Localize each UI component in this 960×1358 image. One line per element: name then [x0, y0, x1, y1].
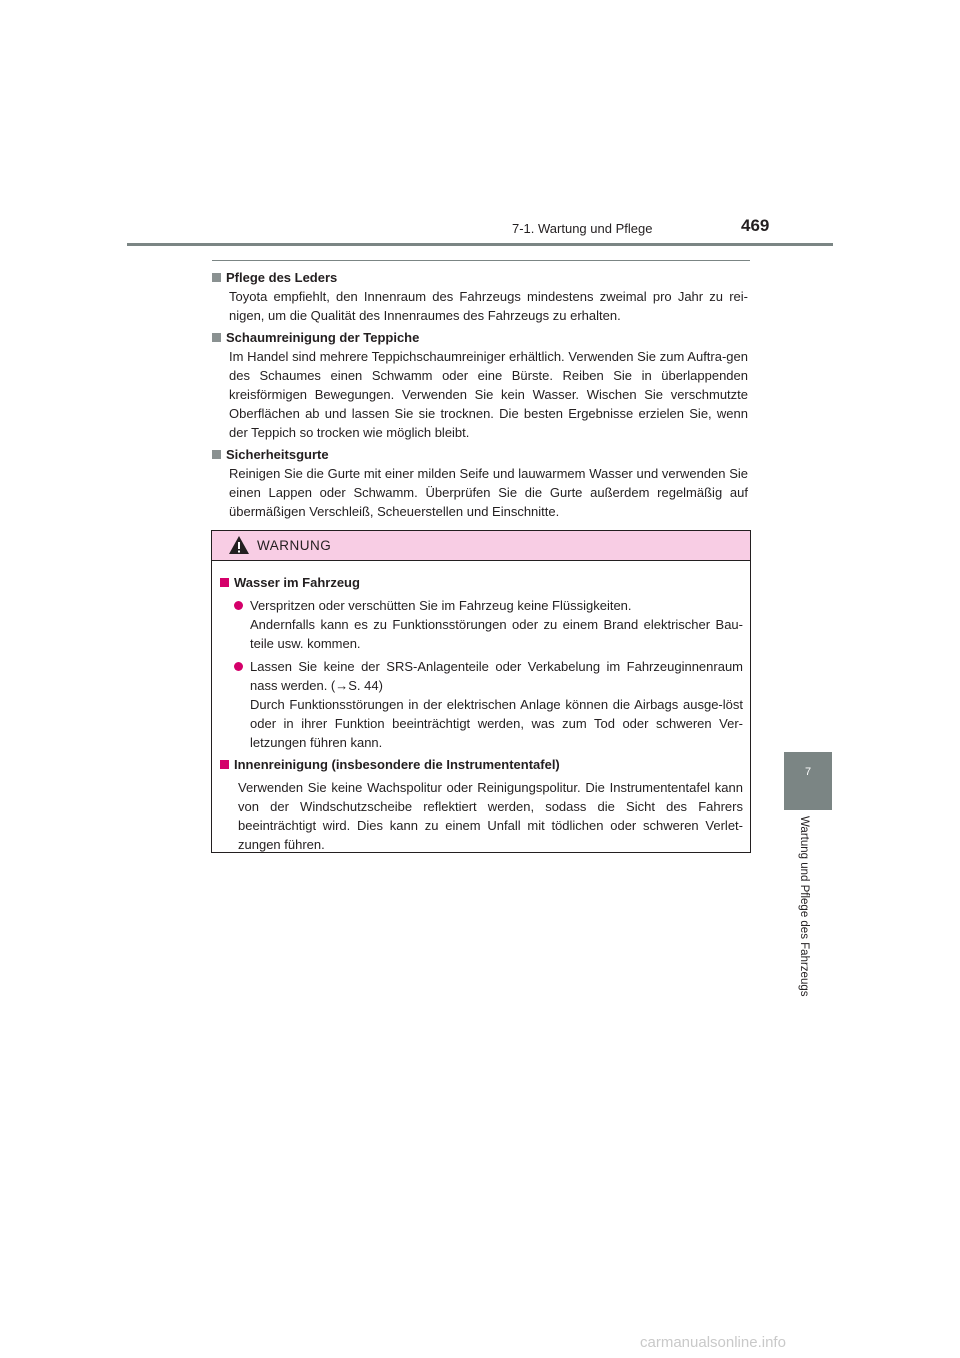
square-bullet-icon [212, 273, 221, 282]
section-title: Pflege des Leders [226, 270, 338, 285]
warning-box [211, 530, 751, 853]
warning-item-interior [220, 755, 743, 854]
square-bullet-icon [220, 578, 229, 587]
bullet-line: Lassen Sie keine der SRS-Anlagenteile oder Verkabelung im Fahrzeuginnenraum nass werden. (→S. 44) [250, 659, 743, 693]
section-body: Toyota empfiehlt, den Innenraum des Fahrzeugs mindestens zweimal pro Jahr zu rei-nigen, um die Qualität des Innenraumes des Fahrzeugs zu erhalten. [229, 289, 748, 323]
chapter-tab-label: Wartung und Pflege des Fahrzeugs [798, 816, 810, 997]
bullet-line: Durch Funktionsstörungen in der elektrischen Anlage können die Airbags ausge-löst oder in ihrer Funktion beeinträchtigt werden, was zum Tod oder schweren Ver-letzungen führen kann. [250, 697, 743, 750]
section-title: Schaumreinigung der Teppiche [226, 330, 420, 345]
section-body: Reinigen Sie die Gurte mit einer milden Seife und lauwarmem Wasser und verwenden Sie einen Lappen oder Schwamm. Überprüfen Sie die Gurte außerdem regelmäßig auf übermäßigen Verschleiß, Scheuerstellen und Einschnitte. [229, 466, 748, 519]
warning-title: WARNUNG [257, 538, 332, 553]
square-bullet-icon [212, 333, 221, 342]
warning-item-title: Innenreinigung (insbesondere die Instrumententafel) [234, 757, 560, 772]
section-body: Im Handel sind mehrere Teppichschaumreiniger erhältlich. Verwenden Sie zum Auftra-gen des Schaumes einen Schwamm oder eine Bürste. Reiben Sie in überlappenden kreisförmigen Bewegungen. Verwenden Sie kein Wasser. Wischen Sie verschmutzte Oberflächen ab und lassen Sie sie trocknen. Die besten Ergebnisse erzielen Sie, wenn der Teppich so trocken wie möglich bleibt. [229, 349, 748, 440]
warning-bullet [234, 657, 743, 752]
square-bullet-icon [212, 450, 221, 459]
warning-item-title: Wasser im Fahrzeug [234, 575, 360, 590]
round-bullet-icon [234, 662, 243, 671]
round-bullet-icon [234, 601, 243, 610]
warning-body [212, 561, 750, 854]
main-content [212, 268, 748, 524]
bullet-line: Andernfalls kann es zu Funktionsstörungen oder zu einem Brand elektrischer Bau-teile usw. kommen. [250, 617, 743, 651]
warning-bullet [234, 596, 743, 653]
section-carpets [212, 328, 748, 442]
square-bullet-icon [220, 760, 229, 769]
content-divider [212, 260, 750, 261]
section-title: Sicherheitsgurte [226, 447, 329, 462]
page-number: 469 [741, 216, 770, 235]
section-seatbelts [212, 445, 748, 521]
header-divider [127, 243, 833, 246]
section-leather [212, 268, 748, 325]
header-section-title: 7-1. Wartung und Pflege [512, 221, 653, 236]
warning-item-body: Verwenden Sie keine Wachspolitur oder Reinigungspolitur. Die Instrumententafel kann von der Windschutzscheibe reflektiert werden, sodass die Sicht des Fahrers beeinträchtigt wird. Dies kann zu einem Unfall mit tödlichen oder schweren Verlet-zungen führen. [238, 780, 743, 852]
watermark: carmanualsonline.info [640, 1334, 786, 1351]
warning-header [212, 531, 750, 561]
warning-triangle-icon [228, 535, 250, 560]
bullet-line: Verspritzen oder verschütten Sie im Fahrzeug keine Flüssigkeiten. [250, 598, 632, 613]
chapter-tab[interactable]: 7 [784, 752, 832, 810]
warning-item-water [220, 573, 743, 752]
